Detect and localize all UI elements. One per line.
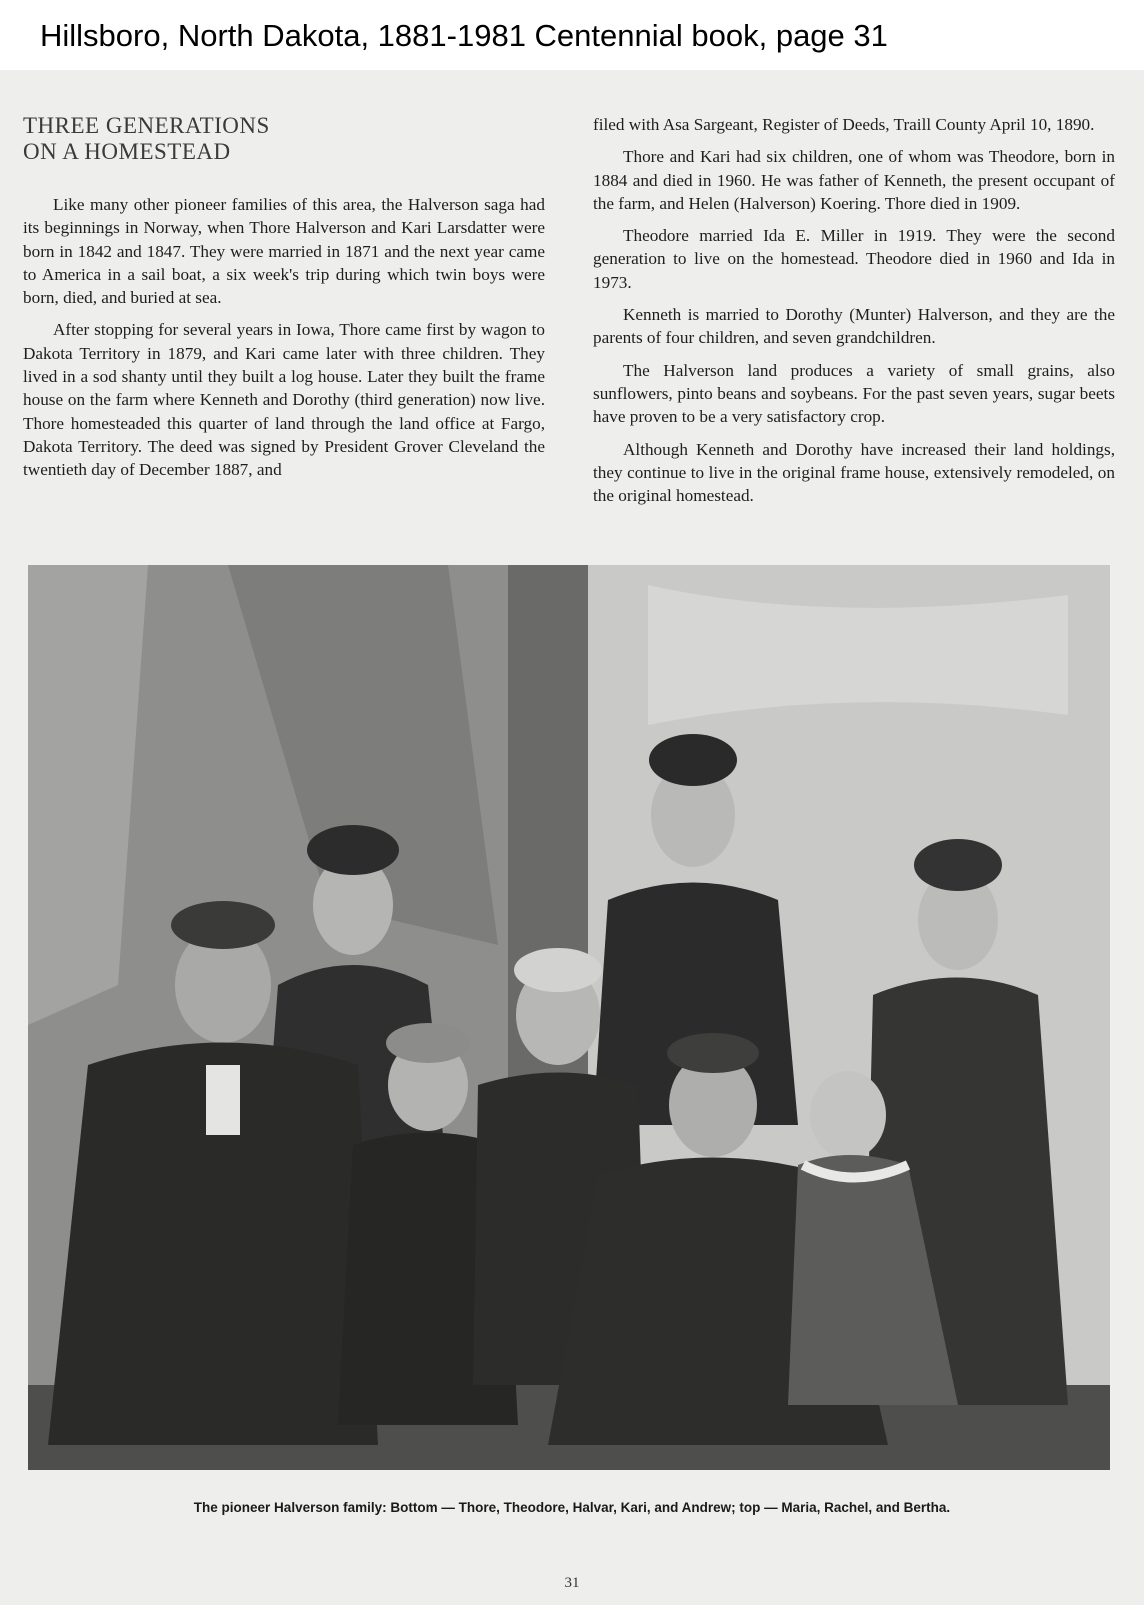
right-paragraph-2: Thore and Kari had six children, one of whom was Theodore, born in 1884 and died in 1960. He was father of Kenneth, the present occupant of the farm, and Helen (Halverson) Koering. Thore died in 1909.	[593, 147, 1115, 213]
family-photograph	[28, 565, 1110, 1470]
right-paragraph-4: Kenneth is married to Dorothy (Munter) Halverson, and they are the parents of four children, and seven grandchildren.	[593, 305, 1115, 348]
heading-line-1: THREE GENERATIONS	[23, 113, 270, 138]
heading-line-2: ON A HOMESTEAD	[23, 139, 231, 164]
banner	[0, 0, 1144, 70]
right-paragraph-5: The Halverson land produces a variety of small grains, also sunflowers, pinto beans and soybeans. For the past seven years, sugar beets have proven to be a very satisfactory crop.	[593, 360, 1115, 427]
left-paragraph-1: Like many other pioneer families of this area, the Halverson saga had its beginnings in Norway, when Thore Halverson and Kari Larsdatter were born in 1842 and 1847. They were married in 1871 and the next year came to America in a sail boat, a six week's trip during which twin boys were born, died, and buried at sea.	[23, 195, 545, 308]
right-paragraph-3: Theodore married Ida E. Miller in 1919. They were the second generation to live on the homestead. Theodore died in 1960 and Ida in 1973.	[593, 226, 1115, 292]
right-column	[593, 113, 1115, 516]
right-paragraph-6: Although Kenneth and Dorothy have increased their land holdings, they continue to live in the original frame house, extensively remodeled, on the original homestead.	[593, 439, 1115, 506]
page-number: 31	[564, 1575, 580, 1591]
banner-title: Hillsboro, North Dakota, 1881-1981 Centennial book, page 31	[40, 18, 888, 53]
left-paragraph-2: After stopping for several years in Iowa, Thore came first by wagon to Dakota Territory in 1879, and Kari came later with three children. They lived in a sod shanty until they built a log house. Later they built the frame house on the farm where Kenneth and Dorothy (third generation) now live. Thore homesteaded this quarter of land through the land office at Fargo, Dakota Territory. The deed was signed by President Grover Cleveland the twentieth day of December 1887, and	[23, 320, 545, 480]
left-column	[23, 193, 545, 491]
photo-caption: The pioneer Halverson family: Bottom — Thore, Theodore, Halvar, Kari, and Andrew; top — Maria, Rachel, and Bertha.	[193, 1500, 951, 1515]
article-heading	[23, 113, 353, 165]
family-photo-illustration	[28, 565, 1110, 1470]
right-paragraph-1: filed with Asa Sargeant, Register of Deeds, Traill County April 10, 1890.	[593, 115, 1095, 134]
